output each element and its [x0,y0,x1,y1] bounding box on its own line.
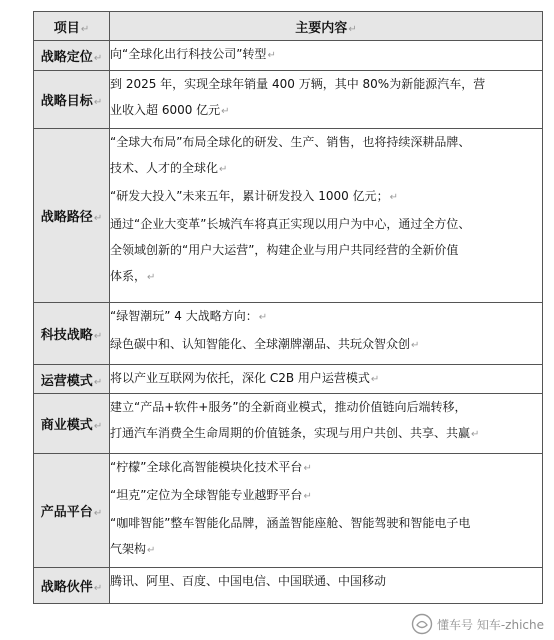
row-content [110,568,543,604]
paragraph-mark: ↵ [147,545,156,556]
row-label-text: 战略目标 [40,94,93,109]
row-label [34,365,110,394]
paragraph-mark: ↵ [370,374,380,385]
content-line: “绿智潮玩” 4 大战略方向：↵ [110,309,268,323]
content-line: 业收入超 6000 亿元↵ [110,103,230,117]
paragraph-mark: ↵ [93,421,103,432]
row-label-text: 商业模式 [40,418,93,433]
watermark [411,612,544,636]
row-label-text: 运营模式 [40,373,93,389]
content-line: “咖啡智能”整车智能化品牌，涵盖智能座舱、智能驾驶和智能电子电 [110,516,471,530]
row-content [110,394,543,454]
paragraph-mark: ↵ [93,376,103,388]
content-line: 建立“产品+软件+服务”的全新商业模式，推动价值链向后端转移， [110,400,467,414]
row-label [34,394,110,454]
table-row [34,303,543,365]
watermark-text: 懂车号 知车-zhiche [437,617,544,632]
paragraph-mark: ↵ [258,312,268,323]
table-row [34,365,543,394]
content-line: “全球大布局”布局全球化的研发、生产、销售，也将持续深耕品牌、 [110,135,471,149]
paragraph-mark: ↵ [147,272,156,283]
table-row [34,454,543,568]
watermark-logo-icon [411,613,433,635]
content-line: 到 2025 年，实现全球年销量 400 万辆，其中 80%为新能源汽车，营 [110,77,486,91]
strategy-table [33,11,543,604]
content-line: “研发大投入”未来五年，累计研发投入 1000 亿元；↵ [110,189,398,203]
row-label [34,71,110,129]
content-line: 绿色碳中和、认知智能化、全球潮牌潮品、共玩众智众创↵ [110,337,420,351]
paragraph-mark: ↵ [80,23,90,35]
content-line: 腾讯、阿里、百度、中国电信、中国联通、中国移动 [110,574,387,588]
row-label-text: 科技战略 [40,328,93,343]
paragraph-mark: ↵ [93,508,103,519]
table-row [34,394,543,454]
content-line: 技术、人才的全球化↵ [110,161,228,175]
paragraph-mark: ↵ [221,106,230,117]
content-line: 通过“企业大变革”长城汽车将真正实现以用户为中心，通过全方位、 [110,217,471,231]
content-line: 气架构↵ [110,542,156,556]
header-item [34,12,110,41]
row-content [110,71,543,129]
content-line: 体系，↵ [110,269,156,283]
paragraph-mark: ↵ [303,463,312,474]
header-item-label: 项目 [53,20,80,36]
row-content [110,303,543,365]
table-row [34,71,543,129]
row-content [110,454,543,568]
content-line: “柠檬”全球化高智能模块化技术平台↵ [110,460,312,474]
row-label [34,568,110,604]
row-label [34,41,110,71]
paragraph-mark: ↵ [93,97,103,108]
row-label [34,303,110,365]
row-content [110,129,543,303]
content-line: 全领域创新的“用户大运营”，构建企业与用户共同经营的全新价值 [110,243,459,257]
row-label-text: 战略伙伴 [40,580,93,595]
row-label [34,129,110,303]
paragraph-mark: ↵ [389,192,398,203]
row-label [34,454,110,568]
table-row [34,129,543,303]
table-row [34,41,543,71]
content-line: 将以产业互联网为依托，深化 C2B 用户运营模式↵ [110,371,380,385]
content-line: “坦克”定位为全球智能专业越野平台↵ [110,488,312,502]
content-line: 向“全球化出行科技公司”转型↵ [110,47,276,61]
paragraph-mark: ↵ [348,23,357,35]
paragraph-mark: ↵ [93,213,103,224]
paragraph-mark: ↵ [303,491,312,502]
row-content [110,41,543,71]
paragraph-mark: ↵ [219,164,228,175]
paragraph-mark: ↵ [93,331,103,342]
table-row [34,568,543,604]
paragraph-mark: ↵ [93,583,103,594]
row-label-text: 战略定位 [40,50,93,65]
row-content [110,365,543,394]
paragraph-mark: ↵ [471,429,480,440]
content-line: 打通汽车消费全生命周期的价值链条，实现与用户共创、共享、共赢↵ [110,426,480,440]
header-content [110,12,543,41]
row-label-text: 战略路径 [40,210,93,225]
row-label-text: 产品平台 [40,505,93,520]
header-content-label: 主要内容 [295,20,348,36]
paragraph-mark: ↵ [93,53,103,64]
paragraph-mark: ↵ [411,340,420,351]
paragraph-mark: ↵ [267,50,276,61]
table-header-row [34,12,543,41]
